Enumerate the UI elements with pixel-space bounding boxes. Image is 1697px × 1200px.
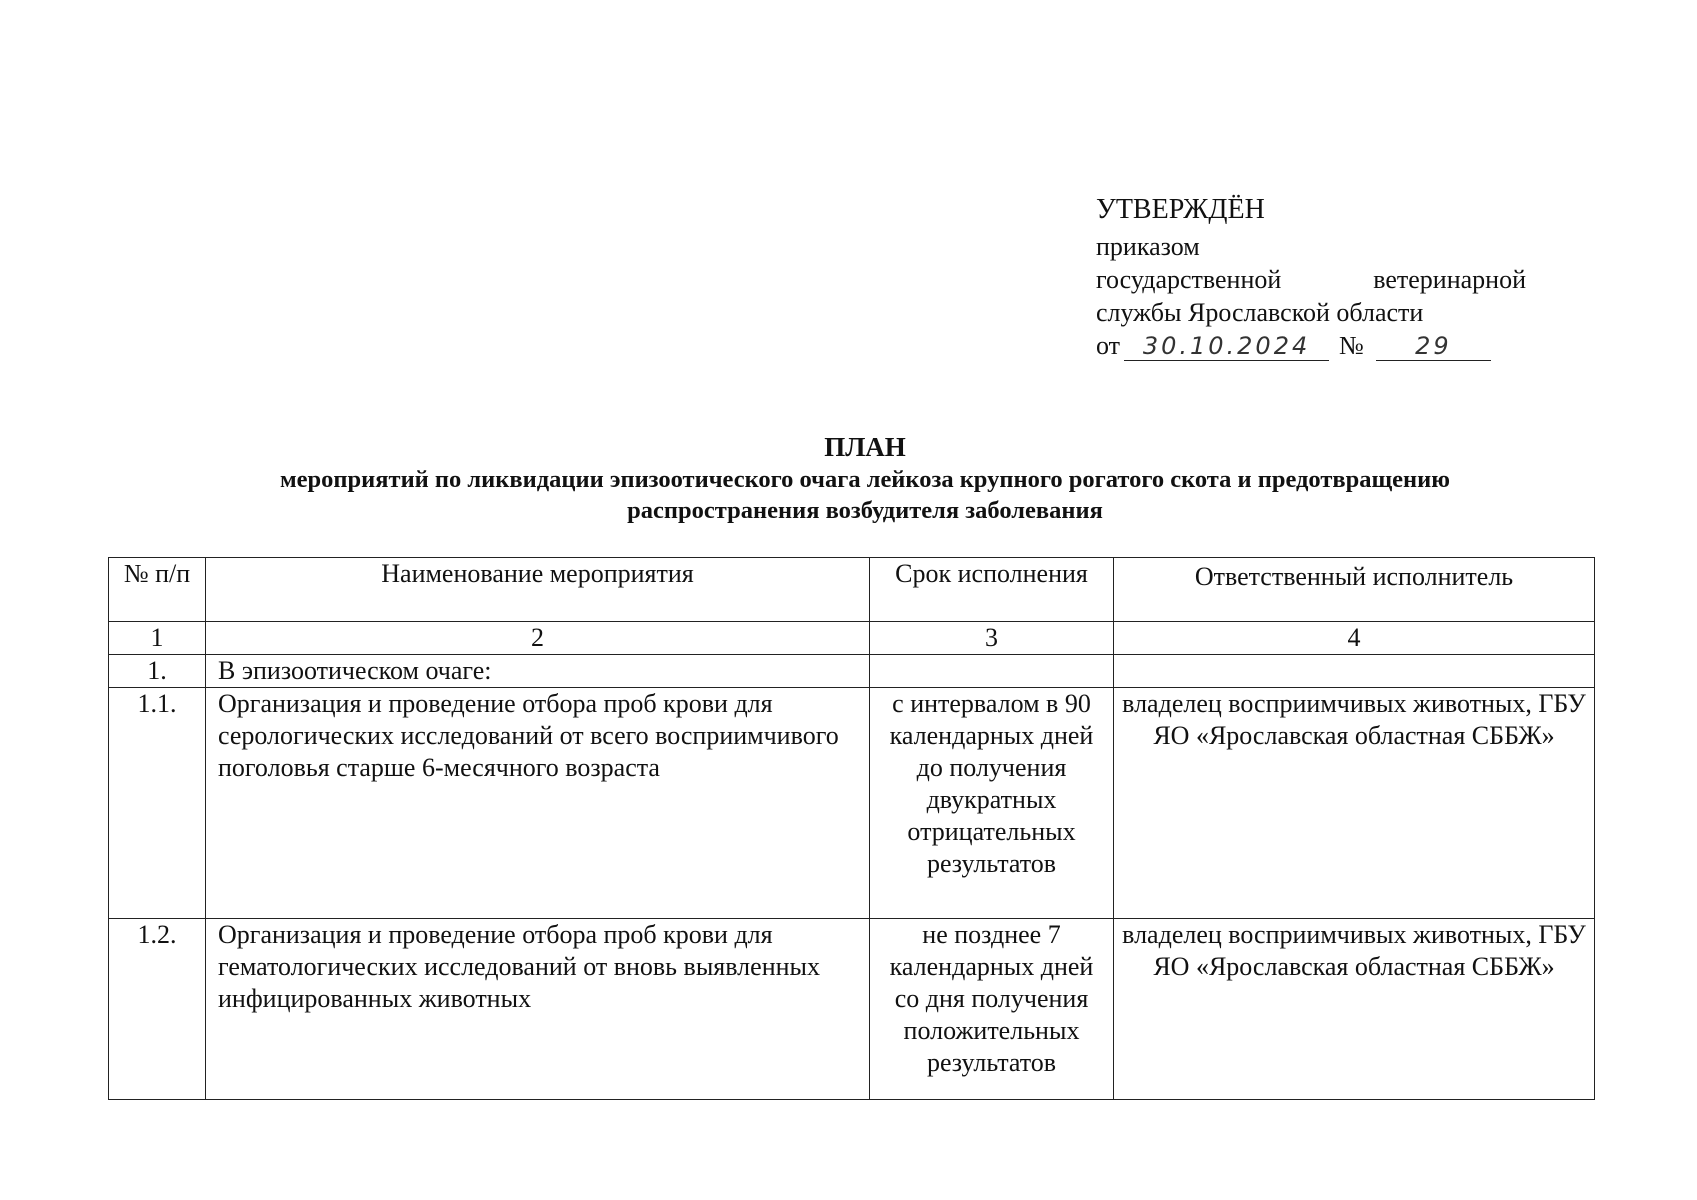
row-term: не позднее 7 календарных дней со дня получения положительных результатов bbox=[870, 919, 1114, 1100]
header-name: Наименование мероприятия bbox=[206, 558, 870, 622]
row-term: с интервалом в 90 календарных дней до получения двукратных отрицательных результатов bbox=[870, 688, 1114, 919]
row-name: Организация и проведение отбора проб крови для гематологических исследований от вновь выявленных инфицированных животных bbox=[206, 919, 870, 1100]
header-num: № п/п bbox=[109, 558, 206, 622]
row-responsible: владелец восприимчивых животных, ГБУ ЯО «Ярославская областная СББЖ» bbox=[1114, 919, 1595, 1100]
approval-word-state: государственной bbox=[1096, 265, 1282, 294]
approval-line-service bbox=[1096, 263, 1526, 296]
empty-cell bbox=[1114, 655, 1595, 688]
row-num: 1.1. bbox=[109, 688, 206, 919]
row-num: 1.2. bbox=[109, 919, 206, 1100]
approval-heading: УТВЕРЖДЁН bbox=[1096, 194, 1265, 225]
document-title bbox=[100, 430, 1630, 526]
date-prefix: от bbox=[1096, 331, 1121, 360]
plan-table bbox=[108, 557, 1595, 1100]
section-num: 1. bbox=[109, 655, 206, 688]
title-plan: ПЛАН bbox=[824, 432, 906, 462]
section-row bbox=[109, 655, 1595, 688]
approval-word-veterinary: ветеринарной bbox=[1373, 265, 1526, 294]
approval-line-region: службы Ярославской области bbox=[1096, 298, 1424, 327]
number-sign: № bbox=[1339, 331, 1364, 360]
approval-block bbox=[1096, 192, 1526, 362]
column-number: 4 bbox=[1114, 622, 1595, 655]
table-header-row bbox=[109, 558, 1595, 622]
title-line-1: мероприятий по ликвидации эпизоотического очага лейкоза крупного рогатого скота и предотвращению bbox=[279, 466, 1451, 493]
column-number: 1 bbox=[109, 622, 206, 655]
table-row bbox=[109, 919, 1595, 1100]
section-name: В эпизоотическом очаге: bbox=[206, 655, 870, 688]
column-number: 2 bbox=[206, 622, 870, 655]
row-responsible: владелец восприимчивых животных, ГБУ ЯО «Ярославская областная СББЖ» bbox=[1114, 688, 1595, 919]
header-responsible: Ответственный исполнитель bbox=[1114, 558, 1595, 622]
header-term: Срок исполнения bbox=[870, 558, 1114, 622]
column-number: 3 bbox=[870, 622, 1114, 655]
handwritten-date: 30.10.2024 bbox=[1124, 332, 1329, 361]
column-number-row bbox=[109, 622, 1595, 655]
table-row bbox=[109, 688, 1595, 919]
row-name: Организация и проведение отбора проб крови для серологических исследований от всего восприимчивого поголовья старше 6-месячного возраста bbox=[206, 688, 870, 919]
approval-date-line bbox=[1096, 329, 1526, 362]
approval-line-order: приказом bbox=[1096, 232, 1200, 261]
handwritten-number: 29 bbox=[1376, 332, 1491, 361]
title-line-2: распространения возбудителя заболевания bbox=[627, 497, 1103, 524]
empty-cell bbox=[870, 655, 1114, 688]
